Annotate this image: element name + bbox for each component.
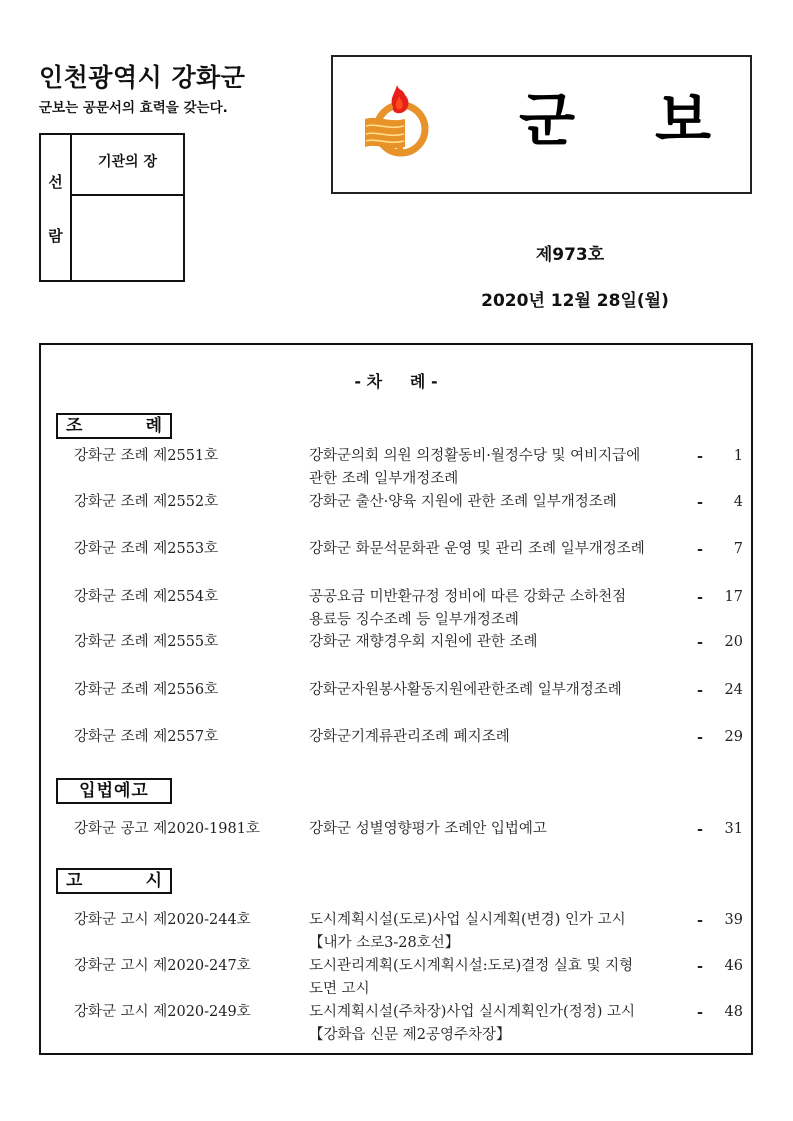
entry-page: 46 [724,958,743,974]
entry-page: 29 [724,729,743,745]
entry-title [309,538,693,561]
section-header-public-notices [56,868,172,894]
entry-leader: - [697,634,704,651]
section-header-char: 시 [145,871,162,891]
masthead [331,55,752,194]
entry-title-line: 도시관리계획(도시계획시설:도로)결정 실효 및 지형 [309,958,634,974]
entry-leader: - [697,589,704,606]
entry-number: 강화군 조례 제2551호 [74,448,219,464]
entry-title [309,909,693,955]
bulletin-motto: 군보는 공문서의 효력을 갖는다. [39,100,228,116]
entry-number: 강화군 고시 제2020-249호 [74,1004,251,1020]
entry-title-line: 강화군 출산·양육 지원에 관한 조례 일부개정조례 [309,494,617,510]
entry-title [309,679,693,702]
masthead-title-char-1: 군 [519,86,576,154]
entry-title [309,1001,693,1047]
entry-leader: - [697,1004,704,1021]
entry-leader: - [697,912,704,929]
entry-leader: - [697,448,704,465]
entry-title [309,491,693,514]
entry-number: 강화군 조례 제2557호 [74,729,219,745]
approval-side-label-bottom: 람 [48,227,63,245]
entry-page: 4 [733,494,743,510]
entry-number: 강화군 조례 제2556호 [74,682,219,698]
approval-box [39,133,185,282]
issue-date: 2020년 12월 28일(월) [481,291,669,311]
entry-page: 7 [733,541,743,557]
ganghwa-county-emblem-icon [359,81,439,161]
entry-title-line: 용료등 징수조례 등 일부개정조례 [309,612,519,628]
entry-number: 강화군 고시 제2020-244호 [74,912,251,928]
entry-title-line: 강화군자원봉사활동지원에관한조례 일부개정조례 [309,682,622,698]
entry-title [309,445,693,491]
toc-title: - 차 례 - [354,372,438,391]
entry-page: 24 [724,682,743,698]
table-of-contents [39,343,753,1055]
entry-leader: - [697,494,704,511]
entry-title [309,818,693,841]
entry-title-line: 【내가 소로3-28호선】 [309,935,460,951]
entry-title [309,726,693,749]
entry-leader: - [697,729,704,746]
entry-number: 강화군 조례 제2555호 [74,634,219,650]
issue-number: 제973호 [535,245,605,265]
section-header-char: 고 [66,871,83,891]
entry-number: 강화군 고시 제2020-247호 [74,958,251,974]
entry-title-line: 강화군 재향경우회 지원에 관한 조례 [309,634,538,650]
entry-number: 강화군 조례 제2552호 [74,494,219,510]
entry-title-line: 【강화읍 신문 제2공영주차장】 [309,1027,511,1043]
section-header-legislative-notice [56,778,172,804]
entry-title-line: 관한 조례 일부개정조례 [309,471,459,487]
entry-title-line: 강화군 화문석문화관 운영 및 관리 조례 일부개정조례 [309,541,645,557]
masthead-title-char-2: 보 [655,86,712,154]
entry-page: 31 [724,821,743,837]
entry-page: 48 [724,1004,743,1020]
entry-page: 1 [733,448,743,464]
entry-leader: - [697,541,704,558]
approval-side-label-top: 선 [48,173,63,191]
section-header-label: 입법예고 [79,781,149,801]
entry-leader: - [697,821,704,838]
entry-title-line: 도시계획시설(주차장)사업 실시계획인가(정정) 고시 [309,1004,635,1020]
entry-page: 17 [724,589,743,605]
entry-title [309,955,693,1001]
entry-title-line: 강화군 성별영향평가 조례안 입법예고 [309,821,547,837]
entry-leader: - [697,958,704,975]
approval-side-label [41,135,72,280]
entry-title [309,586,693,632]
entry-title-line: 강화군기계류관리조례 폐지조례 [309,729,510,745]
entry-leader: - [697,682,704,699]
approval-signature-cell [72,196,183,280]
entry-number: 강화군 조례 제2553호 [74,541,219,557]
section-header-char: 조 [66,416,83,436]
entry-title-line: 공공요금 미반환규정 정비에 따른 강화군 소하천점 [309,589,627,605]
section-header-char: 례 [145,416,162,436]
entry-title-line: 도면 고시 [309,981,370,997]
entry-number: 강화군 공고 제2020-1981호 [74,821,260,837]
section-header-ordinances [56,413,172,439]
organization-name: 인천광역시 강화군 [39,63,246,92]
entry-page: 20 [724,634,743,650]
entry-page: 39 [724,912,743,928]
approval-column-header: 기관의 장 [72,135,183,196]
entry-title [309,631,693,654]
entry-title-line: 강화군의회 의원 의정활동비·월정수당 및 여비지급에 [309,448,641,464]
entry-number: 강화군 조례 제2554호 [74,589,219,605]
entry-title-line: 도시계획시설(도로)사업 실시계획(변경) 인가 고시 [309,912,626,928]
